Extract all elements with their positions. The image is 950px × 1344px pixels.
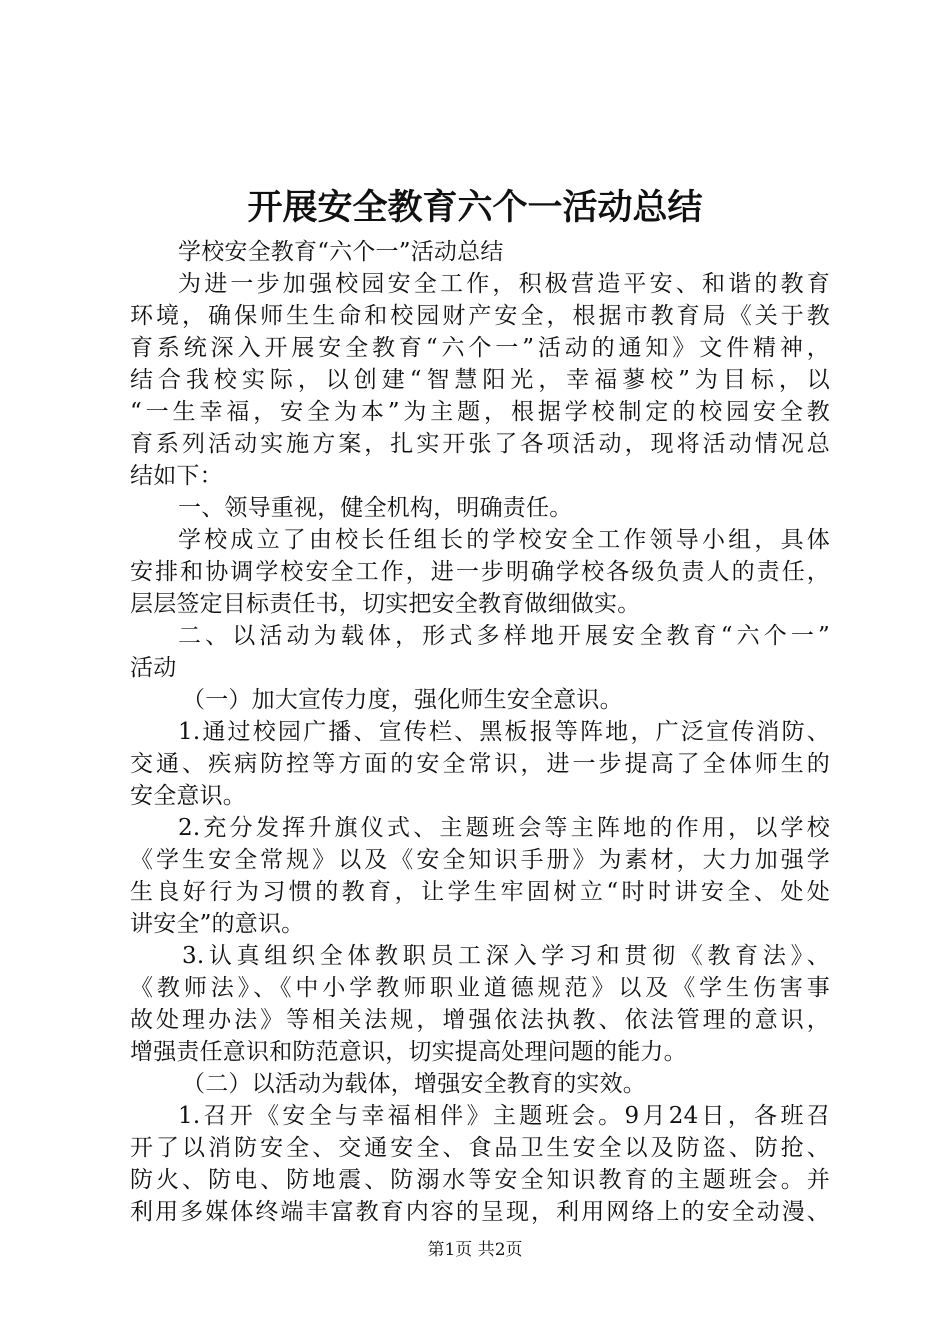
subsection-heading: （二）以活动为载体，增强安全教育的实效。 [182,1071,646,1097]
paragraph-line: 开了以消防安全、交通安全、食品卫生安全以及防盗、防抢、 [130,1135,830,1161]
paragraph-line: 育系列活动实施方案，扎实开张了各项活动，现将活动情况总 [130,431,830,457]
section-heading: 二、以活动为载体，形式多样地开展安全教育“六个一” [178,623,830,649]
paragraph-line: 防火、防电、防地震、防溺水等安全知识教育的主题班会。并 [130,1167,830,1193]
document-body [130,236,830,1228]
paragraph-line: 《教师法》、《中小学教师职业道德规范》以及《学生伤害事 [130,975,830,1001]
paragraph-line: 结如下： [130,463,223,489]
paragraph-line: 交通、疾病防控等方面的安全常识，进一步提高了全体师生的 [130,751,830,777]
document-title: 开展安全教育六个一活动总结 [247,187,703,228]
paragraph-line: 层层签定目标责任书，切实把安全教育做细做实。 [130,591,641,617]
paragraph-line: 学校成立了由校长任组长的学校安全工作领导小组，具体 [178,527,830,553]
paragraph-line: 结合我校实际，以创建“智慧阳光，幸福蓼校”为目标，以 [130,367,830,393]
paragraph-line: 讲安全”的意识。 [130,911,305,937]
paragraph-line: 利用多媒体终端丰富教育内容的呈现，利用网络上的安全动漫、 [130,1199,830,1225]
paragraph-line: 环境，确保师生生命和校园财产安全，根据市教育局《关于教 [130,303,830,329]
subsection-heading: （一）加大宣传力度，强化师生安全意识。 [182,687,623,713]
paragraph-line: “一生幸福，安全为本”为主题，根据学校制定的校园安全教 [130,399,830,425]
paragraph-line: 生良好行为习惯的教育，让学生牢固树立“时时讲安全、处处 [130,879,830,905]
paragraph-line: 育系统深入开展安全教育“六个一”活动的通知》文件精神， [130,335,830,361]
paragraph-line: 安排和协调学校安全工作，进一步明确学校各级负责人的责任， [130,559,830,585]
page-number-footer: 第1页 共2页 [427,1240,523,1260]
paragraph-line: 3.认真组织全体教职员工深入学习和贯彻《教育法》、 [182,943,830,969]
paragraph-line: 2.充分发挥升旗仪式、主题班会等主阵地的作用，以学校 [178,815,830,841]
paragraph-line: 《学生安全常规》以及《安全知识手册》为素材，大力加强学 [130,847,830,873]
section-heading-continued: 活动 [130,655,177,681]
paragraph-line: 故处理办法》等相关法规，增强依法执教、依法管理的意识， [130,1007,830,1033]
subtitle-line: 学校安全教育“六个一”活动总结 [178,239,504,265]
paragraph-line: 1.召开《安全与幸福相伴》主题班会。9月24日，各班召 [178,1103,830,1129]
section-heading: 一、领导重视，健全机构，明确责任。 [178,495,573,521]
paragraph-line: 增强责任意识和防范意识，切实提高处理问题的能力。 [130,1039,687,1065]
paragraph-line: 1.通过校园广播、宣传栏、黑板报等阵地，广泛宣传消防、 [178,719,830,745]
paragraph-line: 安全意识。 [130,783,246,809]
paragraph-line: 为进一步加强校园安全工作，积极营造平安、和谐的教育 [178,271,830,297]
